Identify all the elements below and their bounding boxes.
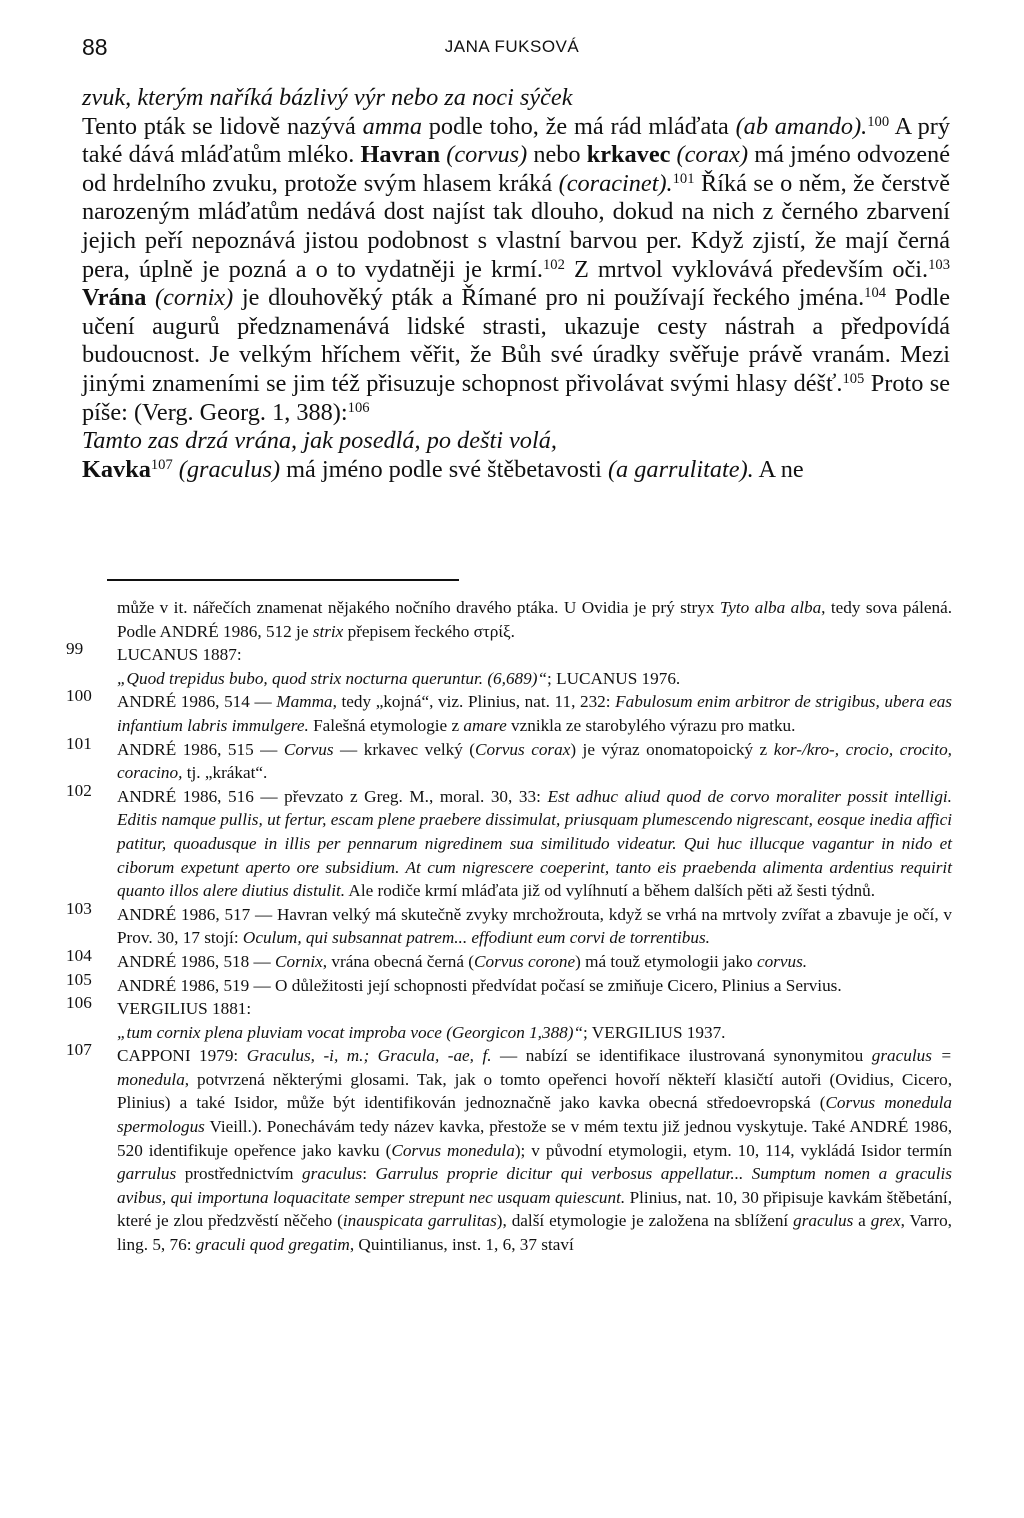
footnote-number: 102 <box>66 780 92 800</box>
verse-line: zvuk, kterým naříká bázlivý výr nebo za noci sýček <box>82 84 573 111</box>
page-number: 88 <box>82 34 108 60</box>
footnote-number: 103 <box>66 898 92 918</box>
footnote-106: 106 VERGILIUS 1881: „tum cornix plena pluviam vocat improba voce (Georgicon 1,388)“; VERGILIUS 1937. <box>66 993 726 1042</box>
footnote-102: 102 ANDRÉ 1986, 516 — převzato z Greg. M., moral. 30, 33: Est adhuc aliud quod de corvo moraliter possit intelligi. Editis namque pullis, ut fertur, escam plene praebere dissimulat, priusquam plumescendo nigrescant, eosque inedia affici patitur, quoadusque in illis per pennarum nigredinem sua similitudo videatur. Qui huc illucque vagantur in nido et ciborum expetunt aperto ore subsidium. At cum nigrescere coeperint, tanto eis praebenda alimenta ardentius requirit quanto illos alere diutius distulit. Ale rodiče krmí mláďata již od vylíhnutí a během dalších pěti až šesti týdnů. <box>66 780 952 901</box>
footnote-number: 101 <box>66 733 92 753</box>
footnote-ref: 102 <box>542 256 565 273</box>
footnote-ref: 107 <box>150 456 173 473</box>
footnote-107: 107 CAPPONI 1979: Graculus, -i, m.; Gracula, -ae, f. — nabízí se identifikace ilustrovaná synonymitou graculus = monedula, potvrzená některými glosami. Tak, jak o tomto opeřenci hovoří někteří klasičtí autoři (Ovidius, Cicero, Plinius) a také Isidor, může být identifikován jednoznačně jako kavka obecná středoevropská (Corvus monedula spermologus Vieill.). Ponechávám tedy název kavka, přestože se v mém textu již jednou vyskytuje. Také ANDRÉ 1986, 520 identifikuje opeřence jako kavku (Corvus monedula); v původní etymologii, etym. 10, 114, vykládá Isidor termín garrulus prostřednictvím graculus: Garrulus proprie dicitur qui verbosus appellatur... Sumptum nomen a graculis avibus, qui importuna loquacitate semper strepunt nec usquam quiescunt. Plinius, nat. 10, 30 připisuje kavkám štěbetání, které je zlou předzvěstí něčeho (inauspicata garrulitas), další etymologie je založena na sblížení graculus a grex, Varro, ling. 5, 76: graculi quod gregatim, Quintilianus, inst. 1, 6, 37 staví <box>66 1040 953 1255</box>
paragraph: Tento pták se lidově nazývá amma podle toho, že má rád mláďata (ab amando).$^{100}$ A prý také dává mláďatům mléko. Havran (corvus) nebo krkavec (corax) má jméno odvozené od hrdelního zvuku, protože svým hlasem kráká (coracinet).$^{101}$ Říká se o něm, že čerstvě narozeným mláďatům nedává dost najíst tak dlouho, dokud na nich z černého zbarvení jejich peří nepoznává jistou podobnost s vlastní barvou per. Když zjistí, že mají černá pera, úplně je pozná a o to vydatněji je krmí.$^{102}$ Z mrtvol vyklovává především oči.$^{103}$ Vrána (cornix) je dlouhověký pták a Římané pro ni používají řeckého jména.$^{104}$ Podle učení augurů předznamenává lidské strasti, ukazuje cesty nástrah a předpovídá budoucnost. Je velkým hříchem věřit, že Bůh své úradky svěřuje právě vranám. Mezi jinými znameními se jim též přisuzuje schopnost přivolávat svými hlasy déšť.$^{105}$ Proto se píše: (Verg. Georg. 1, 388):$^{106}$ <box>82 112 951 426</box>
footnote-ref: 103 <box>928 256 950 273</box>
footnote-104: 104 ANDRÉ 1986, 518 — Cornix, vrána obecná černá (Corvus corone) má touž etymologii jako corvus. <box>66 945 808 971</box>
footnote-number: 106 <box>66 993 92 1013</box>
footnote-101: 101 ANDRÉ 1986, 515 — Corvus — krkavec velký (Corvus corax) je výraz onomatopoický z kor-/kro-, crocio, crocito, coracino, tj. „krákat“. <box>66 733 952 783</box>
main-text <box>82 84 950 484</box>
footnote-103: 103 ANDRÉ 1986, 517 — Havran velký má skutečně zvyky mrchožrouta, když se vrhá na mrtvoly zvířat a zbavuje je očí, v Prov. 30, 17 stojí: Oculum, qui subsannat patrem... effodiunt eum corvi de torrentibus. <box>66 898 952 948</box>
footnote-ref: 105 <box>842 370 865 387</box>
page-header <box>0 20 1024 60</box>
footnote-ref: 106 <box>347 399 370 416</box>
footnote-continuation: může v it. nářečích znamenat nějakého nočního dravého ptáka. U Ovidia je prý stryx Tyto alba alba, tedy sova pálená. Podle ANDRÉ 1986, 512 je strix přepisem řeckého στρίξ. <box>117 598 953 641</box>
footnote-105: 105 ANDRÉ 1986, 519 — O důležitosti její schopnosti předvídat počasí se zmiňuje Cicero, Plinius a Servius. <box>66 969 842 995</box>
footnotes <box>66 596 952 1257</box>
footnote-number: 105 <box>66 969 92 989</box>
footnote-separator <box>107 579 459 581</box>
footnote-number: 107 <box>66 1040 92 1060</box>
footnote-100: 100 ANDRÉ 1986, 514 — Mamma, tedy „kojná“, viz. Plinius, nat. 11, 232: Fabulosum enim arbitror de strigibus, ubera eas infantium labris immulgere. Falešná etymologie z amare vznikla ze starobylého výrazu pro matku. <box>66 686 952 735</box>
footnote-ref: 104 <box>864 285 887 302</box>
footnote-number: 100 <box>66 686 92 706</box>
running-head: JANA FUKSOVÁ <box>444 37 580 56</box>
footnote-number: 104 <box>66 945 92 965</box>
footnote-99: 99 LUCANUS 1887: „Quod trepidus bubo, quod strix nocturna queruntur. (6,689)“; LUCANUS 1976. <box>66 639 681 688</box>
paragraph: Kavka$^{107}$ (graculus) má jméno podle své štěbetavosti (a garrulitate). A ne <box>82 455 804 483</box>
verse-line: Tamto zas drzá vrána, jak posedlá, po dešti volá, <box>82 427 557 455</box>
footnote-ref: 101 <box>672 170 695 187</box>
footnote-ref: 100 <box>867 113 890 130</box>
footnote-number: 99 <box>66 639 84 659</box>
